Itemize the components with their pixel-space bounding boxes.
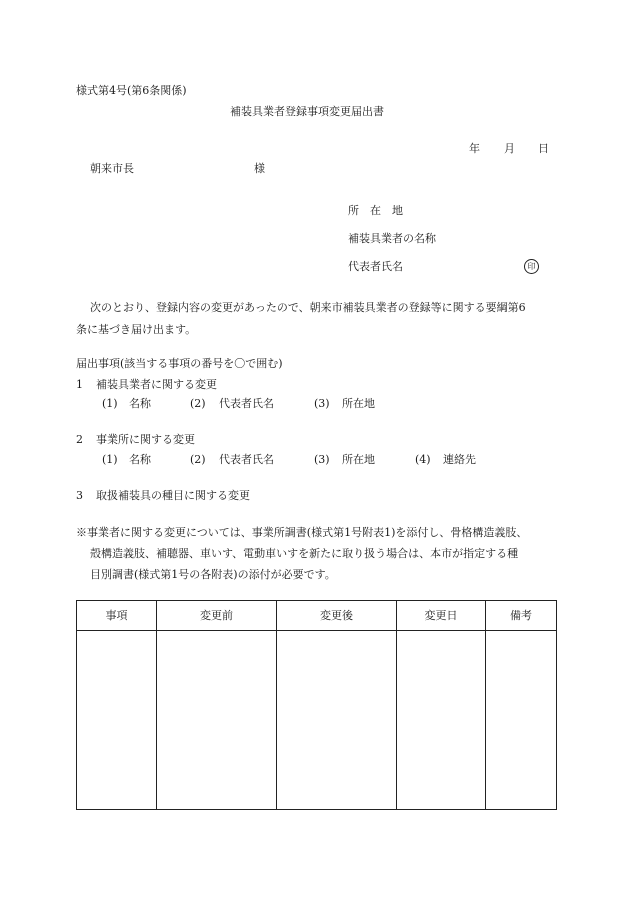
option-number: (2)	[190, 397, 206, 410]
option-label: 所在地	[342, 397, 375, 410]
section-2-label: 事業所に関する変更	[96, 433, 195, 446]
option-number: (1)	[102, 397, 118, 410]
option-number: (2)	[190, 453, 206, 466]
recipient-honorific: 様	[254, 162, 265, 175]
seal-text: 印	[524, 259, 539, 274]
option-number: (3)	[314, 397, 330, 410]
option-label: 名称	[129, 397, 151, 410]
header-change-date: 変更日	[397, 601, 486, 631]
note-line-1: ※事業者に関する変更については、事業所調書(様式第1号附表1)を添付し、骨格構造義肢、	[76, 526, 528, 539]
option-number: (1)	[102, 453, 118, 466]
cell-remarks[interactable]	[486, 631, 557, 810]
header-before: 変更前	[157, 601, 277, 631]
option-label: 連絡先	[443, 453, 476, 466]
option-label: 代表者氏名	[219, 453, 274, 466]
recipient-name: 朝来市長	[90, 162, 134, 175]
body-text-line-1: 次のとおり、登録内容の変更があったので、朝来市補装具業者の登録等に関する要綱第6	[90, 301, 526, 314]
change-details-table	[76, 600, 557, 810]
option-label: 所在地	[342, 453, 375, 466]
option-number: (3)	[314, 453, 330, 466]
section-2-options	[102, 454, 476, 465]
header-item: 事項	[77, 601, 157, 631]
section-1-label: 補装具業者に関する変更	[96, 378, 217, 391]
representative-label: 代表者氏名	[348, 260, 403, 273]
option-label: 代表者氏名	[219, 397, 274, 410]
note-line-2: 殻構造義肢、補聴器、車いす、電動車いすを新たに取り扱う場合は、本市が指定する種	[90, 547, 519, 560]
option-label: 名称	[129, 453, 151, 466]
table-row	[77, 631, 557, 810]
items-heading: 届出事項(該当する事項の番号を〇で囲む)	[76, 357, 283, 370]
body-text-line-2: 条に基づき届け出ます。	[76, 323, 197, 336]
form-title: 補装具業者登録事項変更届出書	[230, 105, 384, 118]
section-3-label: 取扱補装具の種目に関する変更	[96, 489, 250, 502]
business-name-label: 補装具業者の名称	[348, 232, 436, 245]
seal-mark	[524, 259, 539, 274]
section-1-number: 1	[76, 378, 83, 391]
header-after: 変更後	[277, 601, 397, 631]
cell-change-date[interactable]	[397, 631, 486, 810]
date-year-label: 年	[469, 142, 480, 155]
option-number: (4)	[415, 453, 431, 466]
section-2-number: 2	[76, 433, 83, 446]
section-1-options	[102, 398, 375, 409]
address-label: 所 在 地	[348, 204, 403, 217]
cell-item[interactable]	[77, 631, 157, 810]
date-day-label: 日	[538, 142, 549, 155]
form-number: 様式第4号(第6条関係)	[76, 84, 187, 97]
cell-before[interactable]	[157, 631, 277, 810]
section-3-number: 3	[76, 489, 83, 502]
note-line-3: 目別調書(様式第1号の各附表)の添付が必要です。	[90, 568, 336, 581]
cell-after[interactable]	[277, 631, 397, 810]
header-remarks: 備考	[486, 601, 557, 631]
date-month-label: 月	[504, 142, 515, 155]
table-header-row	[77, 601, 557, 631]
